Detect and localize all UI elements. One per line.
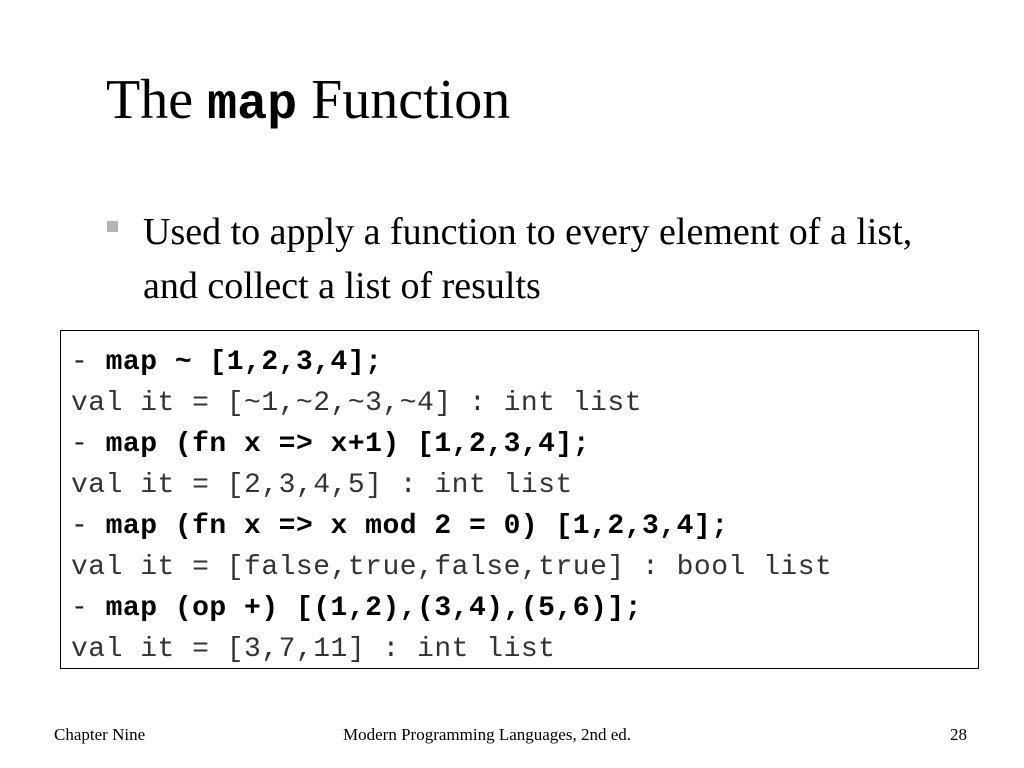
command: map ~ [1,2,3,4]; — [105, 347, 383, 378]
result: val it = [false,true,false,true] : bool list — [71, 552, 833, 583]
command: map (fn x => x+1) [1,2,3,4]; — [105, 429, 591, 460]
bullet-text: Used to apply a function to every element of a list, and collect a list of results — [143, 211, 913, 307]
result: val it = [~1,~2,~3,~4] : int list — [71, 388, 642, 419]
code-line — [71, 629, 978, 670]
code-line — [71, 342, 978, 383]
result: val it = [3,7,11] : int list — [71, 634, 556, 665]
command: map (op +) [(1,2),(3,4),(5,6)]; — [105, 593, 642, 624]
code-line — [71, 547, 978, 588]
code-line — [71, 465, 978, 506]
slide-title — [106, 64, 510, 142]
result: val it = [2,3,4,5] : int list — [71, 470, 573, 501]
code-line — [71, 588, 978, 629]
footer-chapter: Chapter Nine — [54, 725, 146, 744]
prompt: - — [71, 347, 106, 378]
prompt: - — [71, 429, 106, 460]
title-code: map — [207, 77, 298, 134]
square-bullet-icon — [107, 221, 118, 232]
prompt: - — [71, 511, 106, 542]
command: map (fn x => x mod 2 = 0) [1,2,3,4]; — [105, 511, 729, 542]
prompt: - — [71, 593, 106, 624]
code-line — [71, 383, 978, 424]
code-block — [60, 330, 979, 669]
code-line — [71, 424, 978, 465]
footer-page-number: 28 — [950, 725, 967, 744]
title-suffix: Function — [311, 69, 511, 131]
title-prefix: The — [106, 69, 194, 131]
footer-book-title: Modern Programming Languages, 2nd ed. — [343, 725, 631, 744]
code-line — [71, 506, 978, 547]
